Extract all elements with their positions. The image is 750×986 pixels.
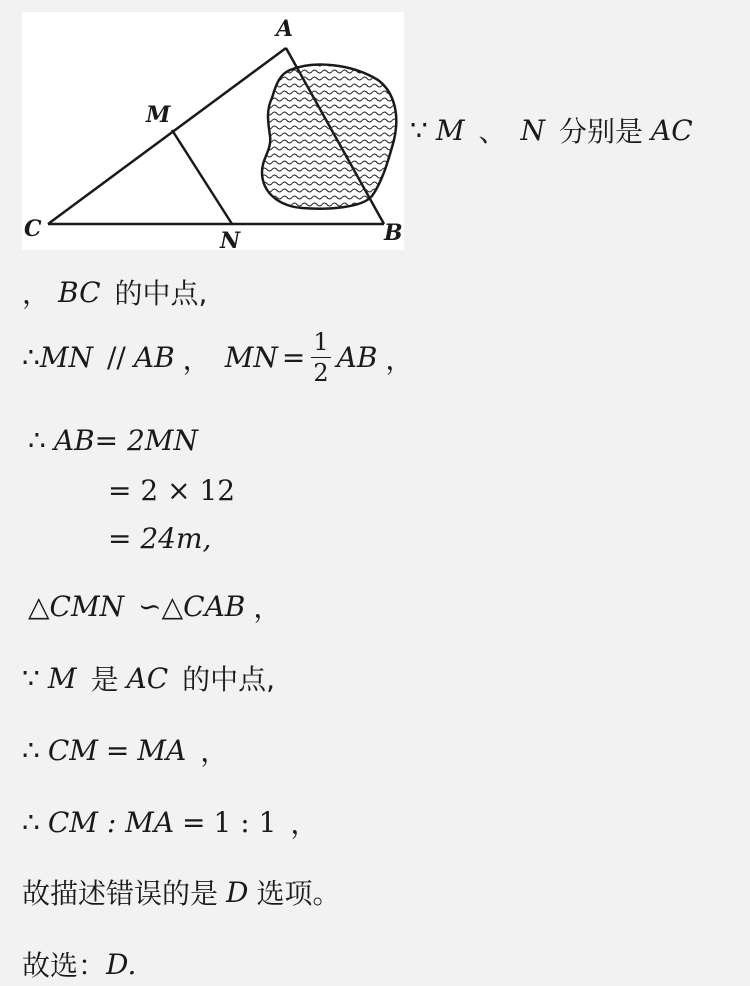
solution-line-4 [28, 424, 198, 457]
var-M: M [435, 113, 465, 147]
equation-rhs: = 24m, [108, 522, 212, 555]
text-respectively: 分别是 [559, 115, 644, 148]
label-B: B [384, 220, 403, 246]
comma: ， [385, 342, 414, 376]
answer-D: D. [106, 947, 137, 981]
equals-sign: = [182, 805, 206, 839]
equals-sign: = [281, 341, 306, 374]
comma: ， [182, 342, 211, 376]
var-D: D [226, 875, 249, 909]
obstacle-region [262, 65, 396, 209]
fraction-numerator: 1 [313, 328, 329, 356]
ratio-one-one: 1 : 1 [213, 805, 277, 839]
var-AC: AC [126, 661, 169, 695]
triangle-diagram [22, 12, 404, 250]
comma: ， [290, 807, 319, 840]
separator: 、 [478, 115, 507, 148]
solution-line-7 [28, 586, 281, 626]
label-A: A [276, 16, 294, 42]
therefore-symbol: ∴ [22, 733, 40, 767]
var-AC: AC [651, 113, 693, 147]
because-symbol: ∵ [410, 113, 428, 147]
triangle-CAB: △CAB [161, 589, 246, 623]
therefore-symbol: ∴ [22, 341, 40, 374]
var-CM: CM [47, 733, 98, 767]
text-midpoint: 的中点, [114, 277, 208, 310]
label-C: C [24, 216, 42, 242]
equals-sign: = [105, 733, 130, 767]
solution-line-5 [108, 474, 235, 507]
label-N: N [220, 228, 241, 250]
var-MA: MA [137, 733, 187, 767]
triangle-CMN: △CMN [28, 589, 125, 623]
equation-rhs: = 2 × 12 [108, 474, 236, 507]
equation-rhs: = 2MN [94, 424, 198, 457]
var-MN-2: MN [224, 341, 278, 374]
solution-line-9 [22, 730, 228, 770]
text-choose: 故选： [22, 949, 107, 982]
segment-MN [172, 130, 232, 224]
solution-line-10 [22, 802, 318, 842]
text-option: 选项。 [256, 877, 341, 910]
fraction-denominator: 2 [313, 359, 329, 387]
var-M: M [47, 661, 77, 695]
parallel-symbol: // [107, 341, 126, 374]
solution-line-6 [108, 522, 211, 555]
var-AB: AB [53, 424, 95, 457]
var-AB-2: AB [336, 341, 378, 374]
therefore-symbol: ∴ [28, 424, 46, 457]
similar-symbol: ∽ [138, 589, 162, 623]
text-conclusion: 故描述错误的是 [22, 877, 219, 910]
solution-line-11 [22, 872, 340, 912]
ratio-CM-MA: CM : MA [47, 805, 175, 839]
solution-line-3 [22, 330, 413, 385]
text-midpoint: 的中点, [182, 663, 276, 696]
solution-line-1 [410, 110, 693, 150]
comma: ， [200, 735, 229, 768]
triangle-figure [22, 12, 404, 250]
comma: ， [253, 591, 282, 624]
var-AB: AB [133, 341, 175, 374]
solution-line-2 [22, 272, 207, 312]
side-CA [48, 48, 286, 224]
fraction-one-half [311, 330, 330, 385]
label-M: M [146, 102, 171, 128]
therefore-symbol: ∴ [22, 805, 40, 839]
var-MN: MN [39, 341, 93, 374]
var-N: N [520, 113, 546, 147]
text-is: 是 [90, 663, 119, 696]
comma: ， [22, 277, 51, 310]
solution-line-12 [22, 944, 136, 984]
solution-line-8 [22, 658, 275, 698]
because-symbol: ∵ [22, 661, 40, 695]
var-BC: BC [58, 275, 101, 309]
